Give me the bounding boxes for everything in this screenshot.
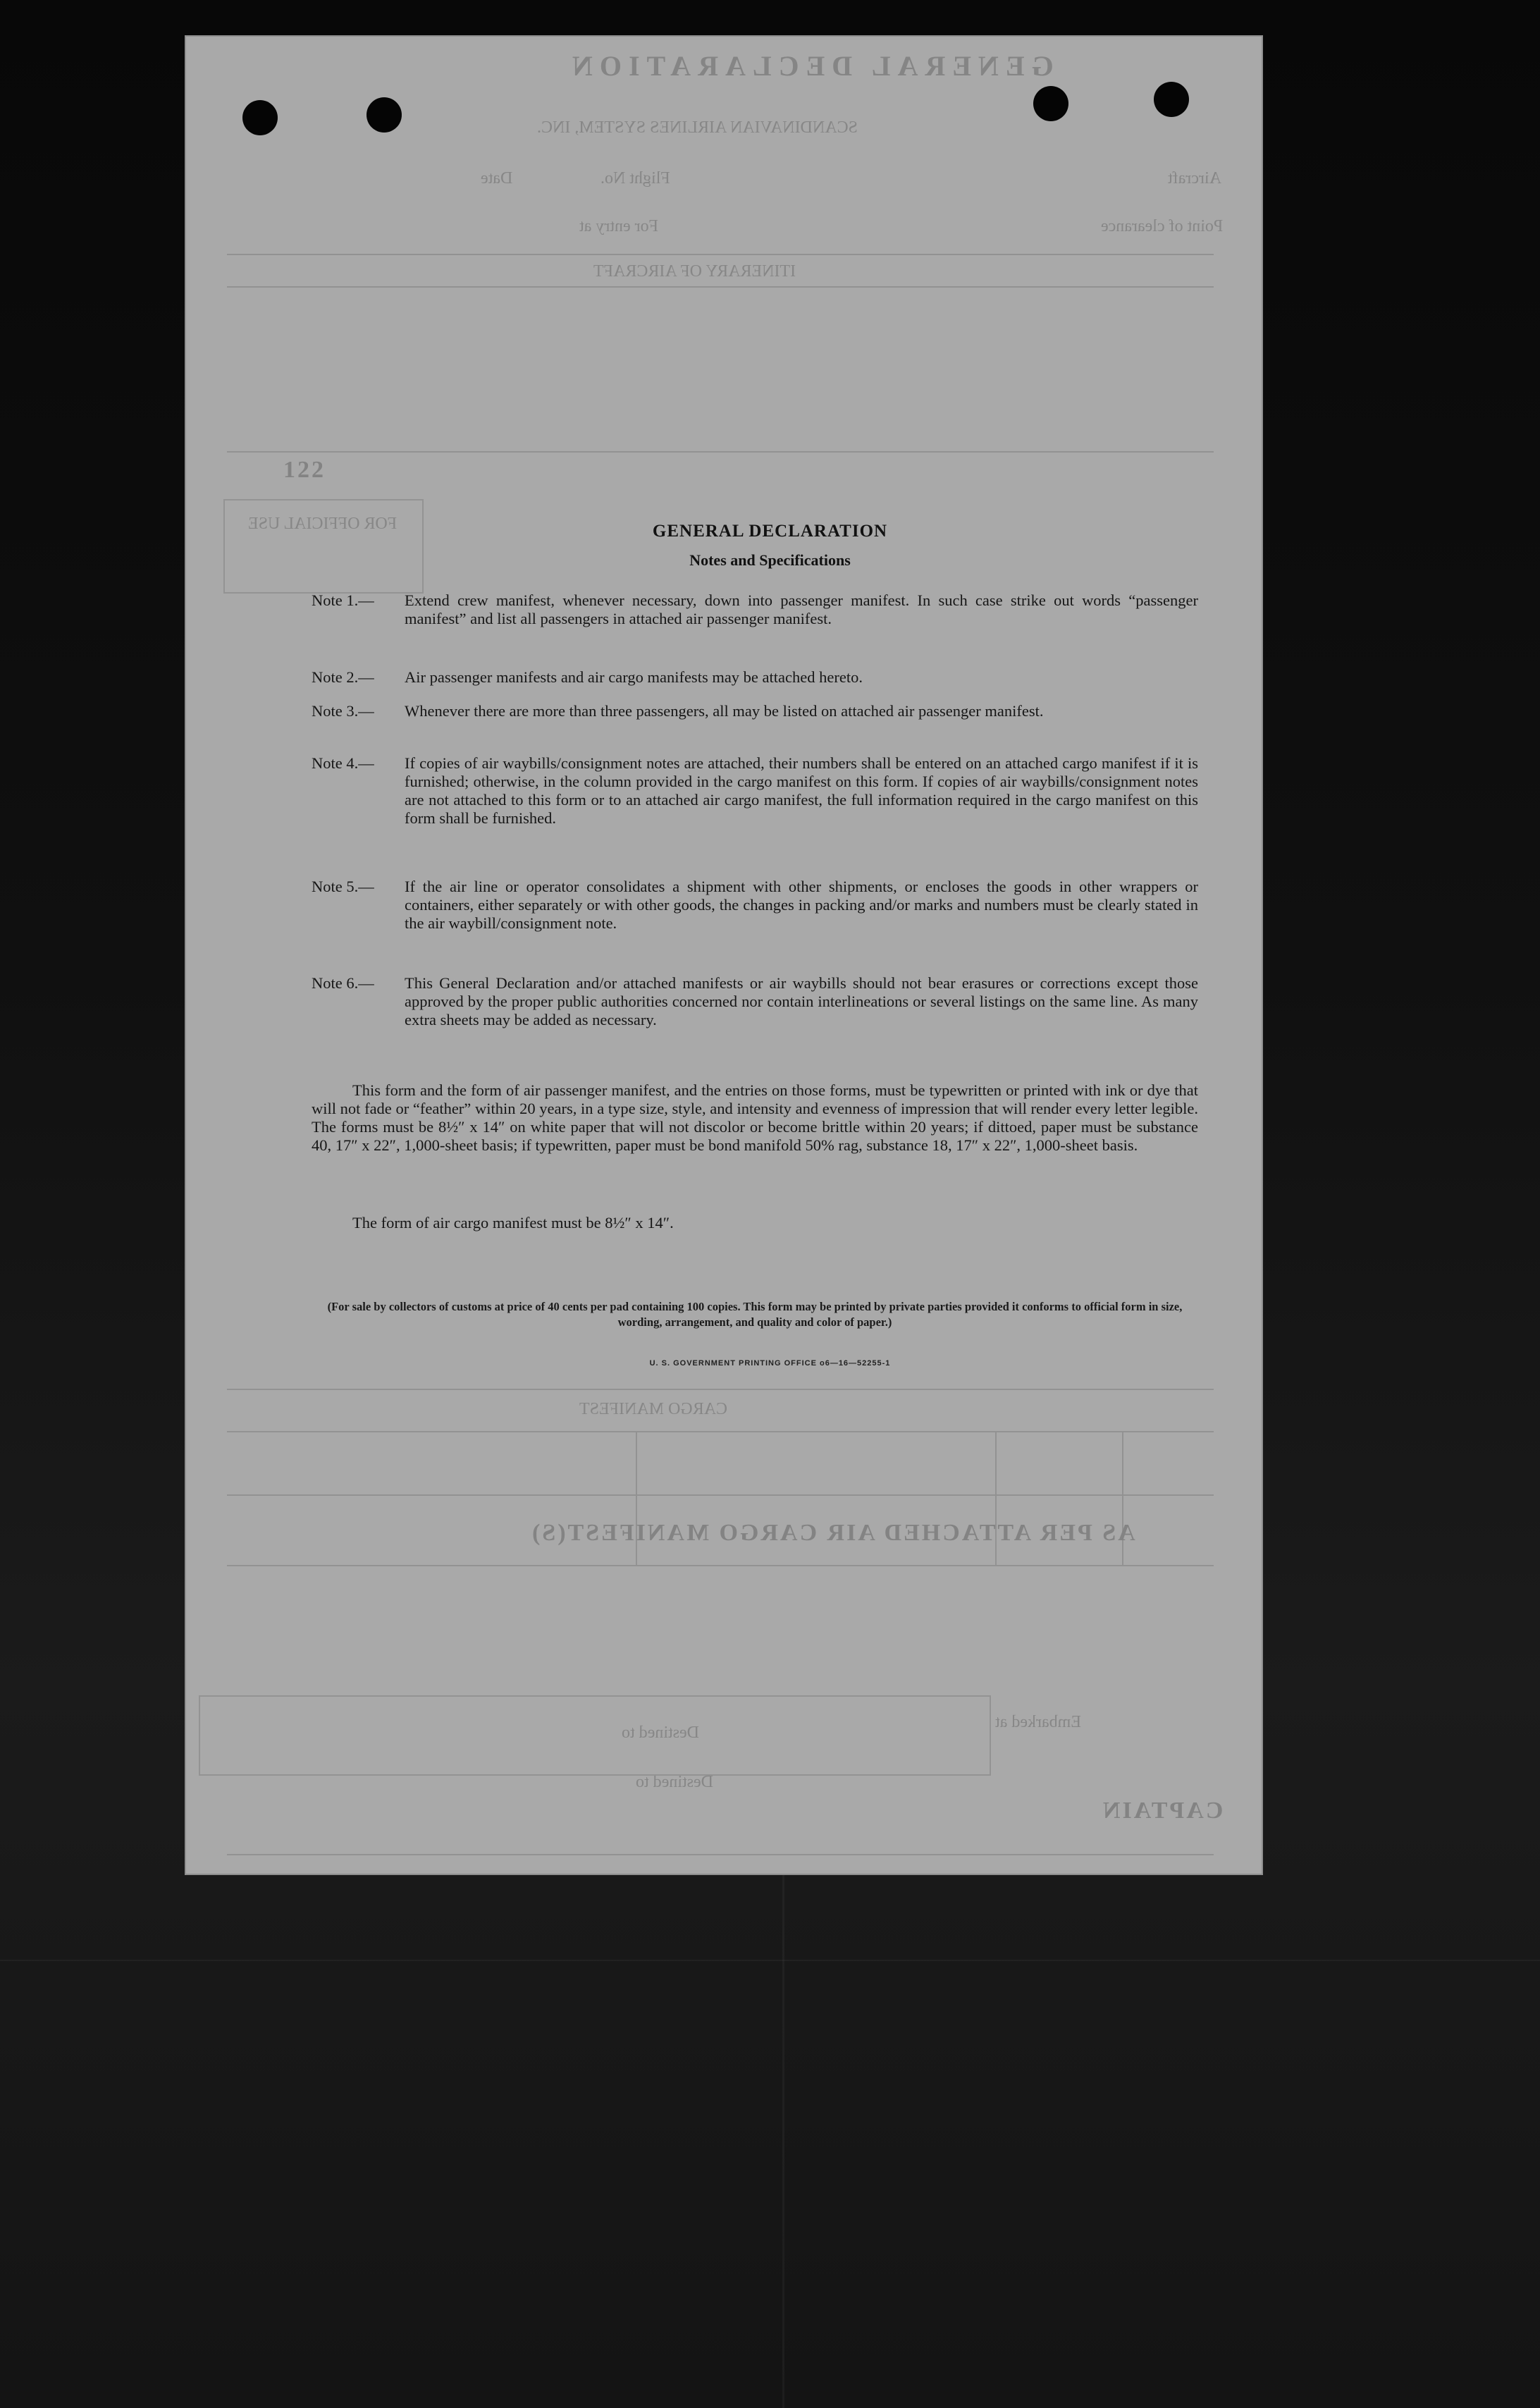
note-text: Extend crew manifest, whenever necessary, down into passenger manifest. In such case strike out words “passenger manifest” and list all passengers in attached air passenger manifest. [405, 591, 1198, 627]
bleed-through-aircraft-label: Aircraft [1168, 169, 1221, 188]
film-scratch [0, 1960, 1540, 1961]
note-label: Note 2.— [312, 668, 374, 686]
bleed-through-rule [227, 1854, 1214, 1855]
note-4 [312, 754, 1198, 828]
bleed-through-point-label: Point of clearance [1101, 217, 1224, 235]
note-label: Note 5.— [312, 878, 374, 895]
bleed-through-stamp: AS PER ATTACHED AIR CARGO MANIFEST(S) [530, 1520, 1135, 1546]
note-label: Note 6.— [312, 974, 374, 992]
bleed-through-rule [227, 254, 1214, 255]
bleed-through-itinerary: ITINERARY OF AIRCRAFT [593, 262, 796, 281]
note-label: Note 1.— [312, 591, 374, 609]
cargo-form-size: The form of air cargo manifest must be 8½″ x 14″. [352, 1214, 674, 1231]
bleed-through-rule [227, 1389, 1214, 1390]
note-text: Whenever there are more than three passengers, all may be listed on attached air passenger manifest. [405, 702, 1044, 720]
note-2 [312, 668, 1198, 687]
punch-hole [1154, 82, 1189, 117]
bleed-through-destined: Destined to [636, 1773, 713, 1791]
printer-imprint: U. S. GOVERNMENT PRINTING OFFICE o6—16—52255-1 [649, 1359, 891, 1368]
note-6 [312, 974, 1198, 1029]
bleed-through-official-box [223, 499, 424, 594]
note-5 [312, 878, 1198, 933]
note-text: This General Declaration and/or attached manifests or air waybills should not bear erasures or corrections except those approved by the proper public authorities concerned nor contain interlineations or several listings on the same line. As many extra sheets may be added as necessary. [405, 974, 1198, 1028]
bleed-through-count: 122 [283, 457, 326, 483]
bleed-through-signature-box [199, 1695, 991, 1776]
bleed-through-cargo-manifest: CARGO MANIFEST [579, 1400, 728, 1418]
note-text: If copies of air waybills/consignment notes are attached, their numbers shall be entered on an attached cargo manifest if it is furnished; otherwise, in the column provided in the cargo manifest on this form. If copies of air waybills/consignment notes are not attached to this form or to an attached air cargo manifest, the full information required in the cargo manifest on this form shall be furnished. [405, 754, 1198, 827]
note-text: Air passenger manifests and air cargo manifests may be attached hereto. [405, 668, 863, 686]
bleed-through-rule [227, 1565, 1214, 1566]
note-text: If the air line or operator consolidates a shipment with other shipments, or encloses the goods in other wrappers or containers, either separately or with other goods, the changes in packing and/or marks and numbers must be clearly stated in the air waybill/consignment note. [405, 878, 1198, 932]
bleed-through-date-label: Date [481, 169, 513, 188]
bleed-through-rule [227, 1494, 1214, 1496]
film-scratch [782, 1875, 784, 2408]
punch-hole [1033, 86, 1068, 121]
document-title: GENERAL DECLARATION [652, 522, 888, 541]
document-subtitle: Notes and Specifications [689, 551, 851, 569]
specification-paragraph: This form and the form of air passenger manifest, and the entries on those forms, must be typewritten or printed with ink or dye that will not fade or “feather” within 20 years, in a type size, style, and intensity and evenness of impression that will render every letter legible. The forms must be 8½″ x 14″ on white paper that will not discolor or become brittle within 20 years; if dittoed, paper must be substance 40, 17″ x 22″, 1,000-sheet basis; if typewritten, paper must be bond manifold 50% rag, substance 18, 17″ x 22″, 1,000-sheet basis. [312, 1081, 1198, 1154]
bleed-through-embarked: Embarked at [995, 1713, 1081, 1731]
bleed-through-flight-label: Flight No. [600, 169, 670, 188]
bleed-through-rule [227, 451, 1214, 453]
note-label: Note 4.— [312, 754, 374, 772]
bleed-through-entry-label: For entry at [579, 217, 658, 235]
document-page [185, 35, 1263, 1875]
bleed-through-destined: Destined to [622, 1724, 699, 1742]
note-label: Note 3.— [312, 702, 374, 720]
bleed-through-rule [227, 1431, 1214, 1432]
punch-hole [366, 97, 402, 133]
bleed-through-operator: SCANDINAVIAN AIRLINES SYSTEM, INC. [537, 118, 858, 137]
sale-notice: (For sale by collectors of customs at price of 40 cents per pad containing 100 copies. This form may be printed by private parties provided it conforms to official form in size, wording, arrangement, and quality and color of paper.) [327, 1300, 1183, 1329]
bleed-through-official-use: FOR OFFICIAL USE [248, 515, 398, 533]
note-3 [312, 702, 1198, 720]
bleed-through-rule [227, 286, 1214, 288]
note-1 [312, 591, 1198, 628]
bleed-through-captain: CAPTAIN [1101, 1798, 1224, 1824]
bleed-through-header: GENERAL DECLARATION [565, 50, 1054, 82]
punch-hole [242, 100, 278, 135]
